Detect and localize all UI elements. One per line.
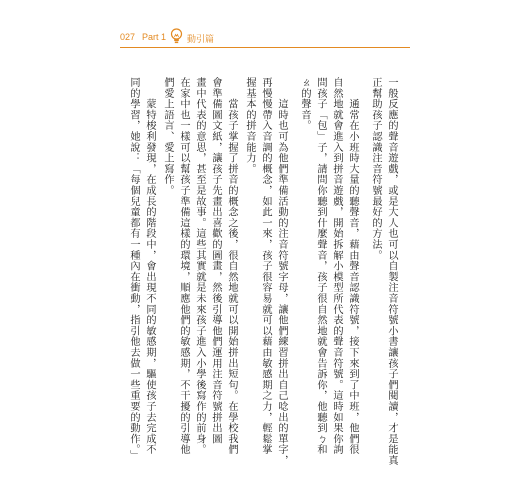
page-number: 027: [120, 32, 136, 42]
column-text: 同的學習，她說：「每個兒童都有一種內在衝動，指引他去做一些重要的動作。」: [128, 77, 139, 461]
column-text: 正幫助孩子認識注音符號最好的方法。: [370, 77, 381, 261]
part-label: Part 1: [142, 32, 167, 42]
column-text: 通常在小班時大量的聽聲音，藉由聲音認識符號，接下來到了中班，他們很: [347, 77, 358, 455]
header-rule: [120, 47, 410, 48]
text-column: [126, 77, 140, 461]
body-text: [128, 77, 398, 466]
column-text: ㄠ的聲音。: [299, 77, 310, 131]
text-column: [384, 77, 398, 466]
column-text: 一般反應的聲音遊戲，或是大人也可以自製注音符號小書讓孩子們閱讀，才是能真: [386, 77, 397, 466]
column-text: 們愛上語言、愛上寫作。: [162, 77, 173, 196]
column-text: 會準備圖文紙，讓孩子先畫出喜歡的圖畫，然後引導他們運用注音符號拼出圖: [210, 77, 221, 445]
column-text: 再慢慢帶入音調的概念，如此一來，孩子很容易就可以藉由敏感期之力，輕鬆掌: [260, 77, 271, 455]
column-text: 這時也可為他們準備活動的注音符號字母，讓他們練習拼出自己唸出的單字，: [276, 77, 287, 466]
text-column: [176, 77, 190, 455]
column-text: 當孩子掌握了拼音的概念之後，很自然地就可以開始拼出短句。在學校我們: [226, 77, 237, 455]
column-text: 握基本的拼音能力。: [244, 77, 255, 175]
text-column: [313, 77, 327, 455]
text-column: [329, 77, 343, 455]
text-column: [258, 77, 272, 455]
text-column: [224, 77, 238, 455]
lightbulb-icon: [170, 28, 183, 45]
column-text: 自然地就會進入到拼音遊戲，開始拆解小模型所代表的聲音符號。這時如果你詢: [331, 77, 342, 455]
column-text: 問孩子「包」子，請問你聽到什麼聲音，孩子很自然地就會告訴你，他聽到ㄅ和: [315, 77, 326, 455]
text-column: [297, 77, 311, 131]
column-text: 蒙特梭利發現，在成長的階段中，會出現不同的敏感期，驅使孩子去完成不: [144, 77, 155, 455]
text-column: [345, 77, 359, 455]
section-title: 動引篇: [187, 35, 215, 45]
column-text: 畫中代表的意思，甚至是故事。這些其實就是未來孩子進入小學後寫作的前身。: [194, 77, 205, 455]
text-column: [160, 77, 174, 196]
page-header: [120, 28, 410, 48]
text-column: [242, 77, 256, 174]
text-column: [274, 77, 288, 466]
text-column: [208, 77, 222, 444]
text-column: [368, 77, 382, 261]
text-column: [192, 77, 206, 455]
column-text: 在家中也一樣可以幫孩子準備這樣的環境，順應他們的敏感期，不干擾的引導他: [178, 77, 189, 455]
text-column: [142, 77, 156, 455]
